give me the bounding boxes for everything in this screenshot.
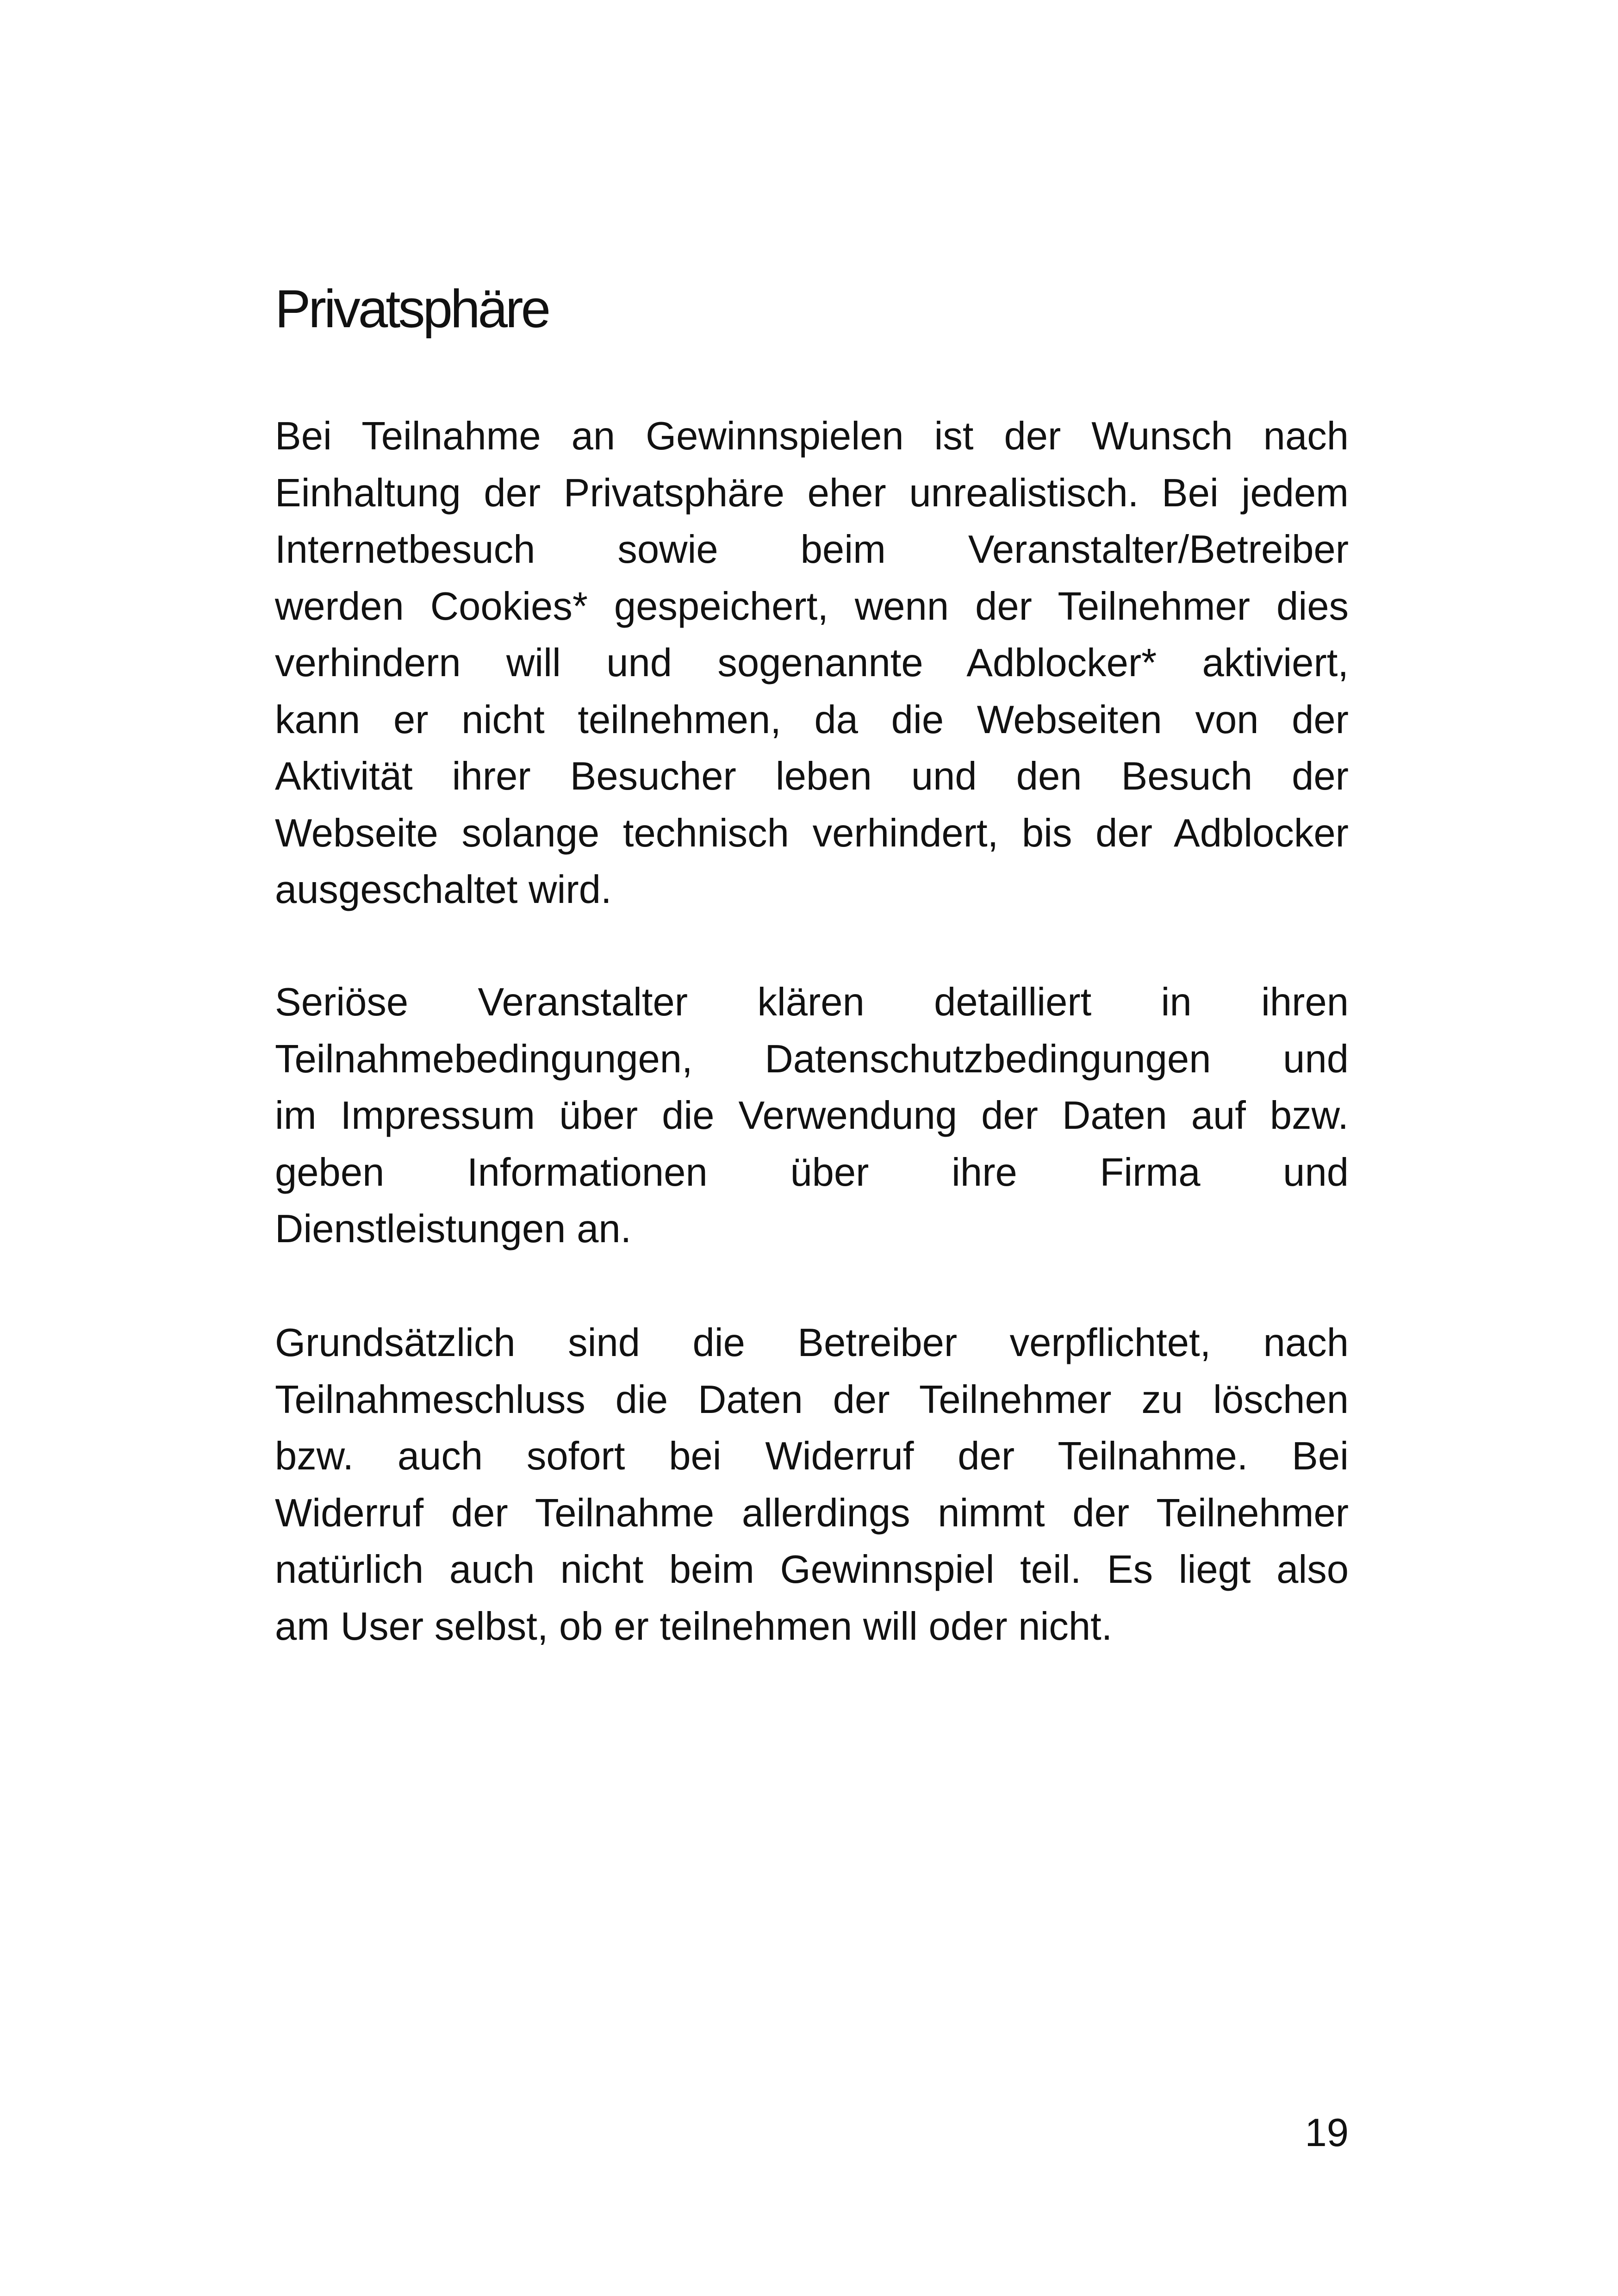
paragraph-line: am User selbst, ob er teilnehmen will oder nicht. xyxy=(275,1604,1113,1649)
paragraph-line: Bei Teilnahme an Gewinnspielen ist der Wunsch nach xyxy=(275,414,1349,458)
paragraph-line: geben Informationen über ihre Firma und xyxy=(275,1150,1349,1195)
paragraph-1 xyxy=(275,408,1349,919)
page-heading: Privatsphäre xyxy=(275,279,549,339)
paragraph-line: verhindern will und sogenannte Adblocker* aktiviert, xyxy=(275,641,1349,685)
paragraph-line: Webseite solange technisch verhindert, bis der Adblocker xyxy=(275,811,1349,855)
paragraph-line: natürlich auch nicht beim Gewinnspiel teil. Es liegt also xyxy=(275,1548,1349,1592)
paragraph-3 xyxy=(275,1315,1349,1655)
paragraph-line: Aktivität ihrer Besucher leben und den Besuch der xyxy=(275,754,1349,798)
paragraph-line: ausgeschaltet wird. xyxy=(275,868,612,912)
paragraph-line: Einhaltung der Privatsphäre eher unrealistisch. Bei jedem xyxy=(275,471,1349,515)
paragraph-line: bzw. auch sofort bei Widerruf der Teilnahme. Bei xyxy=(275,1434,1349,1478)
paragraph-line: Teilnahmebedingungen, Datenschutzbedingungen und xyxy=(275,1037,1349,1081)
paragraph-line: Internetbesuch sowie beim Veranstalter/Betreiber xyxy=(275,528,1349,572)
paragraph-line: Widerruf der Teilnahme allerdings nimmt der Teilnehmer xyxy=(275,1491,1349,1535)
paragraph-2 xyxy=(275,974,1349,1258)
page-number: 19 xyxy=(1305,2111,1349,2155)
paragraph-line: kann er nicht teilnehmen, da die Webseiten von der xyxy=(275,697,1349,742)
paragraph-line: Grundsätzlich sind die Betreiber verpflichtet, nach xyxy=(275,1321,1349,1365)
paragraph-line: werden Cookies* gespeichert, wenn der Teilnehmer dies xyxy=(275,584,1349,628)
paragraph-line: Dienstleistungen an. xyxy=(275,1207,632,1251)
paragraph-line: Teilnahmeschluss die Daten der Teilnehmer zu löschen xyxy=(275,1377,1349,1422)
paragraph-line: im Impressum über die Verwendung der Daten auf bzw. xyxy=(275,1094,1349,1138)
paragraph-line: Seriöse Veranstalter klären detailliert in ihren xyxy=(275,980,1349,1024)
